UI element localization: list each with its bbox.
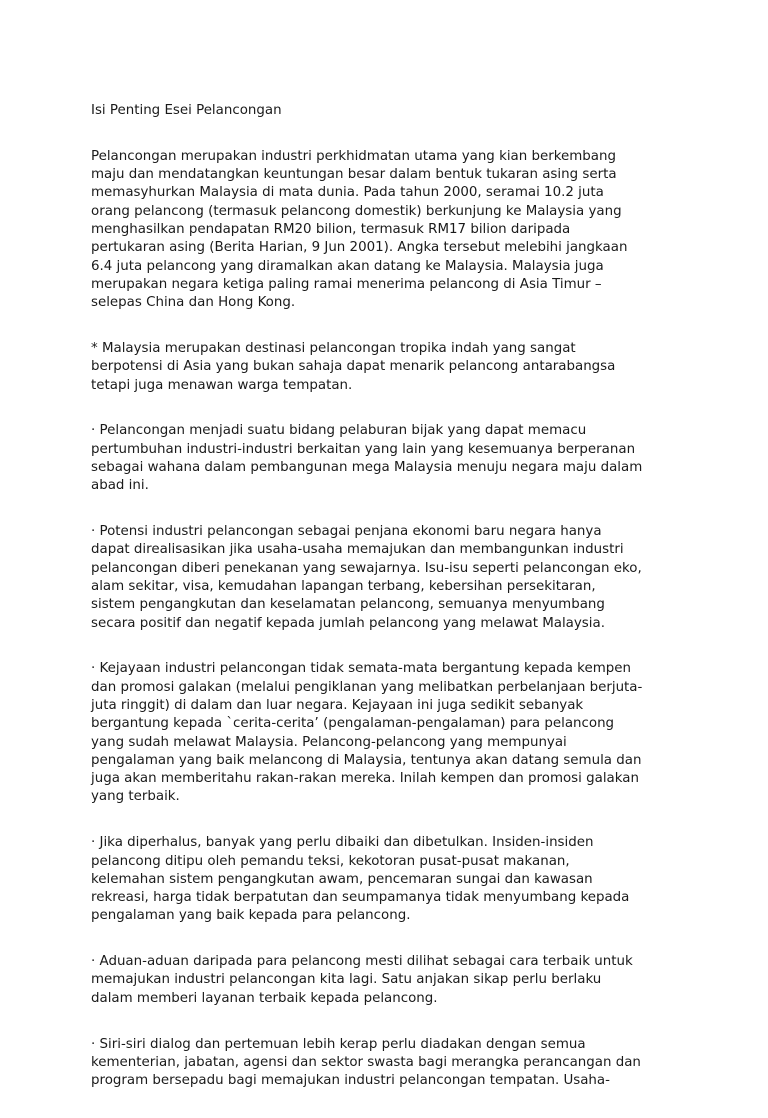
paragraph-investment: · Pelancongan menjadi suatu bidang pelaburan bijak yang dapat memacu pertumbuhan industri-industri berkaitan yang lain yang kesemuanya berperanan sebagai wahana dalam pembangunan mega Malaysia menuju negara maju dalam abad ini. — [91, 423, 643, 494]
paragraph-malaysia-destination: * Malaysia merupakan destinasi pelancongan tropika indah yang sangat berpotensi di Asia yang bukan sahaja dapat menarik pelancong antarabangsa tetapi juga menawan warga tempatan. — [91, 341, 616, 393]
paragraph-dialogues: · Siri-siri dialog dan pertemuan lebih kerap perlu diadakan dengan semua kementerian, jabatan, agensi dan sektor swasta bagi merangka perancangan dan program bersepadu bagi memajukan industri pelancongan tempatan. Usaha- — [91, 1036, 641, 1089]
document-title: Isi Penting Esei Pelancongan — [91, 103, 282, 119]
paragraph-intro: Pelancongan merupakan industri perkhidmatan utama yang kian berkembang maju dan mendatangkan keuntungan besar dalam bentuk tukaran asing serta memasyhurkan Malaysia di mata dunia. Pada tahun 2000, seramai 10.2 juta orang pelancong (termasuk pelancong domestik) berkunjung ke Malaysia yang menghasilkan pendapatan RM20 bilion, termasuk RM17 bilion daripada pertukaran asing (Berita Harian, 9 Jun 2001). Angka tersebut melebihi jangkaan 6.4 juta pelancong yang diramalkan akan datang ke Malaysia. Malaysia juga merupakan negara ketiga paling ramai menerima pelancong di Asia Timur – selepas China dan Hong Kong. — [91, 148, 628, 311]
paragraph-success: · Kejayaan industri pelancongan tidak semata-mata bergantung kepada kempen dan promosi galakan (melalui pengiklanan yang melibatkan perbelanjaan berjuta- juta ringgit) di dalam dan luar negara. Kejayaan ini juga sedikit sebanyak bergantung kepada `cerita-cerita’ (pengalaman-pengalaman) para pelancong yang sudah melawat Malaysia. Pelancong-pelancong yang mempunyai pengalaman yang baik melancong di Malaysia, tentunya akan datang semula dan juga akan memberitahu rakan-rakan mereka. Inilah kempen dan promosi galakan yang terbaik. — [91, 661, 643, 805]
document-body — [91, 84, 687, 1118]
paragraph-complaints: · Aduan-aduan daripada para pelancong mesti dilihat sebagai cara terbaik untuk memajukan industri pelancongan kita lagi. Satu anjakan sikap perlu berlaku dalam memberi layanan terbaik kepada pelancong. — [91, 954, 633, 1006]
paragraph-potential: · Potensi industri pelancongan sebagai penjana ekonomi baru negara hanya dapat direalisasikan jika usaha-usaha memajukan dan membangunkan industri pelancongan diberi penekanan yang sewajarnya. Isu-isu seperti pelancongan eko, alam sekitar, visa, kemudahan lapangan terbang, kebersihan persekitaran, sistem pengangkutan dan keselamatan pelancong, semuanya menyumbang secara positif dan negatif kepada jumlah pelancong yang melawat Malaysia. — [91, 524, 642, 631]
paragraph-improvements: · Jika diperhalus, banyak yang perlu dibaiki dan dibetulkan. Insiden-insiden pelancong ditipu oleh pemandu teksi, kekotoran pusat-pusat makanan, kelemahan sistem pengangkutan awam, pencemaran sungai dan kawasan rekreasi, harga tidak berpatutan dan seumpamanya tidak menyumbang kepada pengalaman yang baik kepada para pelancong. — [91, 835, 630, 924]
